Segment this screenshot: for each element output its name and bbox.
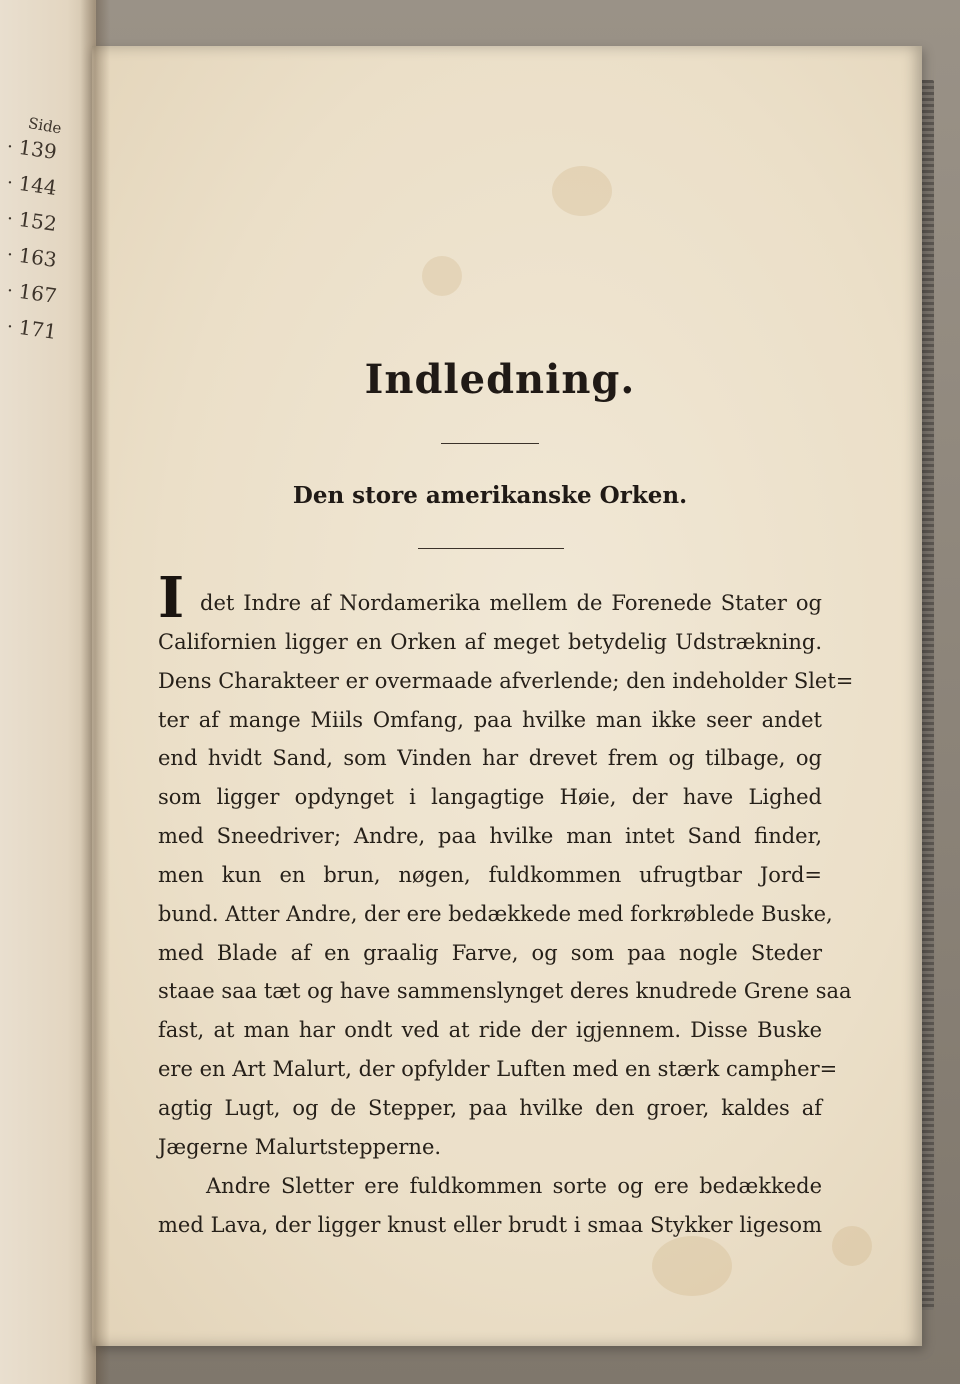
text-line: men kun en brun, nøgen, fuldkommen ufrugtbar Jord= — [158, 862, 822, 887]
book-gutter — [80, 0, 110, 1384]
text-line: fast, at man har ondt ved at ride der igjennem. Disse Buske — [158, 1018, 822, 1043]
section-subtitle: Den store amerikanske Orken. — [292, 482, 688, 509]
text-line: Jægerne Malurtstepperne. — [158, 1134, 442, 1159]
toc-entry: · 144 — [5, 170, 59, 201]
text-line: med Sneedriver; Andre, paa hvilke man intet Sand finder, — [158, 824, 822, 849]
text-line: som ligger opdynget i langagtige Høie, der have Lighed — [158, 785, 822, 810]
text-line — [158, 565, 822, 631]
chapter-title: Indledning. — [364, 356, 636, 403]
toc-header: Side — [26, 113, 63, 138]
toc-entry: · 163 — [5, 242, 59, 273]
toc-page-number: 163 — [17, 242, 59, 273]
paper-stain — [422, 256, 462, 296]
drop-cap: I — [158, 565, 185, 631]
toc-page-number: 171 — [17, 314, 59, 345]
subtitle-rule — [418, 548, 564, 549]
toc-entry: · 152 — [5, 206, 59, 237]
text-line: staae saa tæt og have sammenslynget deres knudrede Grene saa — [158, 979, 852, 1004]
body-text — [158, 565, 854, 1244]
text-line: end hvidt Sand, som Vinden har drevet frem og tilbage, og — [158, 746, 822, 771]
paper-stain — [552, 166, 612, 216]
toc-page-number: 139 — [17, 134, 59, 165]
text-line: ere en Art Malurt, der opfylder Luften med en stærk campher= — [158, 1057, 838, 1082]
toc-page-number: 167 — [17, 278, 59, 309]
text-line: Californien ligger en Orken af meget betydelig Udstrækning. — [158, 629, 822, 654]
text-line: Andre Sletter ere fuldkommen sorte og ere bedækkede — [206, 1173, 822, 1198]
text-line: bund. Atter Andre, der ere bedækkede med forkrøblede Buske, — [158, 901, 833, 926]
text-line: agtig Lugt, og de Stepper, paa hvilke den groer, kaldes af — [158, 1095, 822, 1120]
toc-entry: · 139 — [5, 134, 59, 165]
title-rule — [441, 443, 539, 444]
toc-page-number: 152 — [17, 206, 59, 237]
text-line: med Lava, der ligger knust eller brudt i smaa Stykker ligesom — [158, 1212, 822, 1237]
text-line: med Blade af en graalig Farve, og som paa nogle Steder — [158, 940, 822, 965]
text-line: ter af mange Miils Omfang, paa hvilke man ikke seer andet — [158, 707, 822, 732]
paper-stain — [652, 1236, 732, 1296]
toc-entry: · 167 — [5, 278, 59, 309]
toc-page-number: 144 — [17, 170, 59, 201]
table-of-contents-fragment — [5, 113, 76, 354]
text-line: Dens Charakteer er overmaade afverlende; den indeholder Slet= — [158, 668, 854, 693]
toc-entry: · 171 — [5, 314, 59, 345]
paper-stain — [832, 1226, 872, 1266]
first-line-text: det Indre af Nordamerika mellem de Forenede Stater og — [200, 591, 822, 615]
